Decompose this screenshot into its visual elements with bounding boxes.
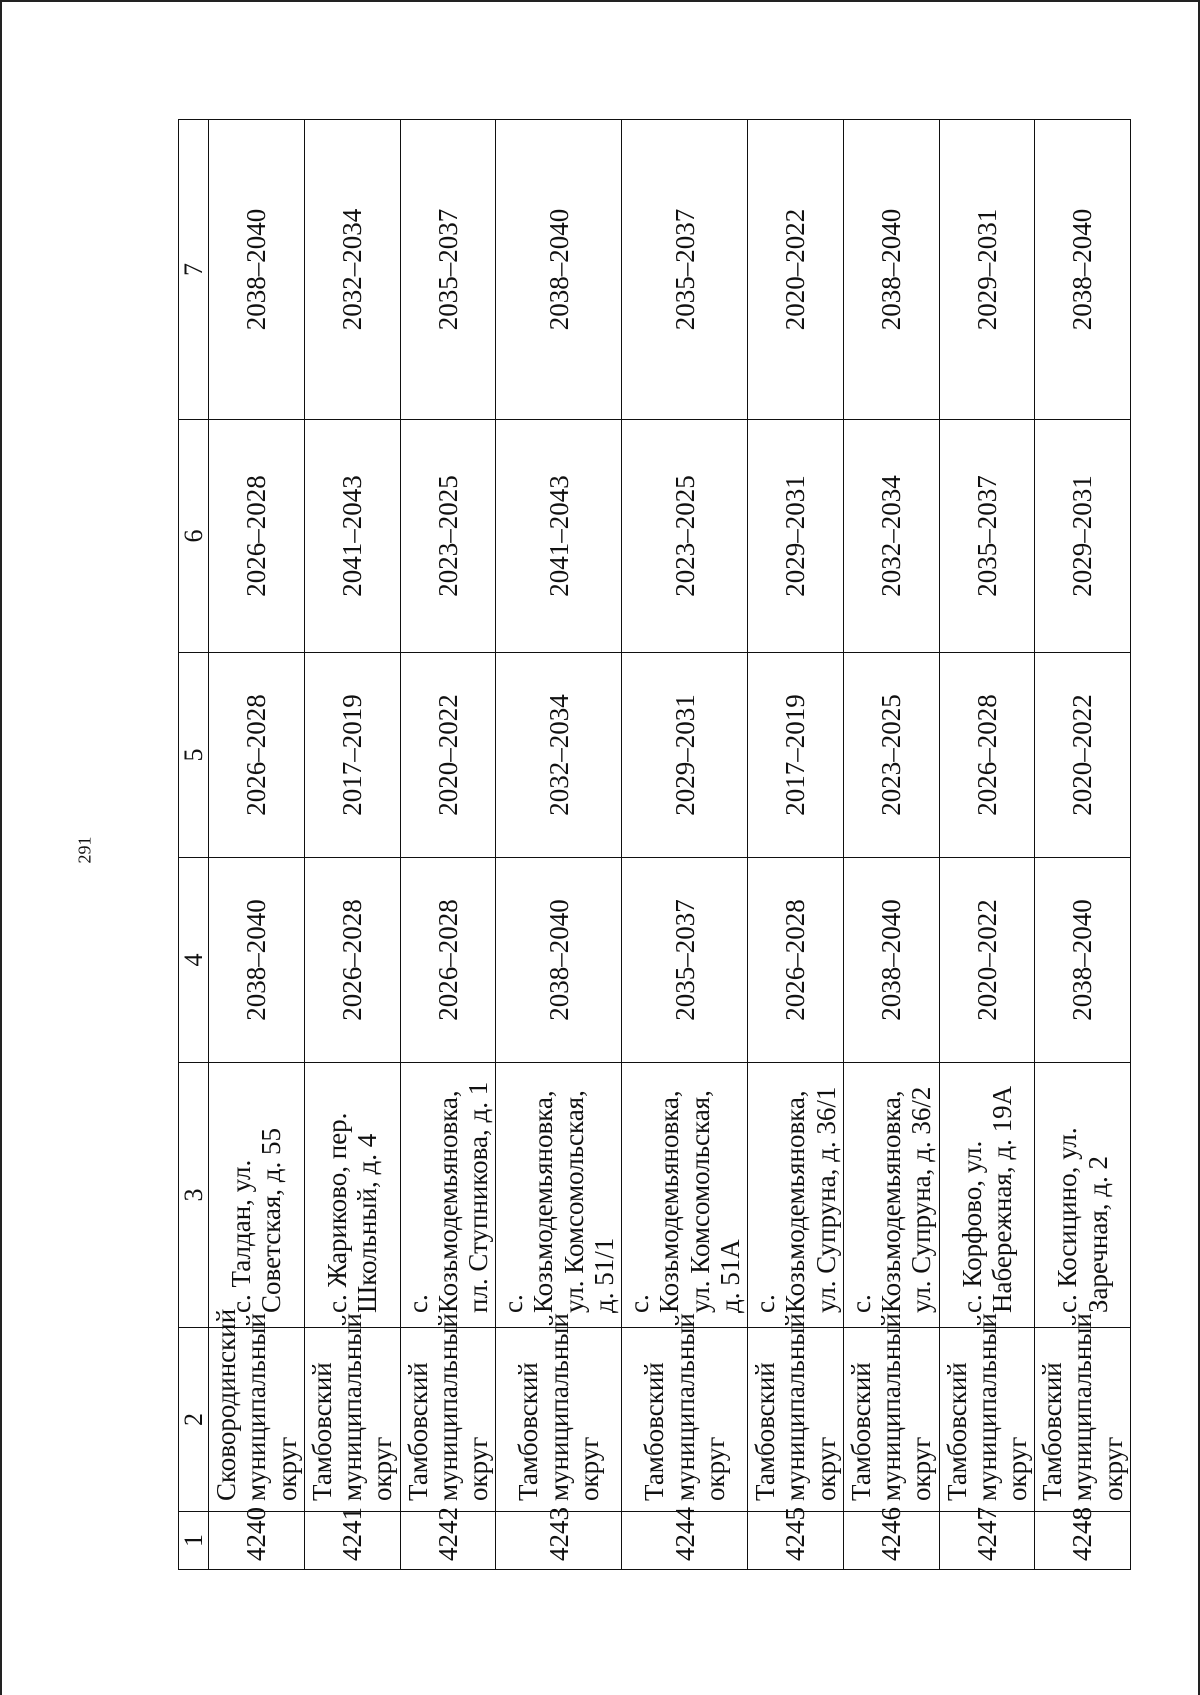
period-cell-4: 2026–2028 xyxy=(748,858,844,1063)
address-cell: с. Козьмодемьяновка, ул. Супруна, д. 36/2 xyxy=(843,1063,939,1328)
period-cell-7: 2038–2040 xyxy=(843,120,939,420)
period-cell-7: 2038–2040 xyxy=(209,120,305,420)
address-cell: с. Козьмодемьяновка, ул. Супруна, д. 36/1 xyxy=(748,1063,844,1328)
column-header: 6 xyxy=(179,420,209,653)
period-cell-7: 2032–2034 xyxy=(304,120,400,420)
table-row xyxy=(748,120,844,1570)
district-cell: Тамбовский муниципальный округ xyxy=(939,1328,1035,1512)
period-cell-6: 2029–2031 xyxy=(1035,420,1131,653)
address-cell: с. Корфово, ул. Набережная, д. 19А xyxy=(939,1063,1035,1328)
address-cell: с. Козьмодемьяновка, ул. Комсомольская, д. 51/1 xyxy=(496,1063,622,1328)
address-cell: с. Талдан, ул. Советская, д. 55 xyxy=(209,1063,305,1328)
table-row xyxy=(622,120,748,1570)
table-row xyxy=(400,120,496,1570)
period-cell-6: 2029–2031 xyxy=(748,420,844,653)
period-cell-4: 2020–2022 xyxy=(939,858,1035,1063)
period-cell-5: 2026–2028 xyxy=(209,653,305,858)
period-cell-4: 2038–2040 xyxy=(209,858,305,1063)
period-cell-6: 2023–2025 xyxy=(400,420,496,653)
district-cell: Тамбовский муниципальный округ xyxy=(496,1328,622,1512)
period-cell-7: 2020–2022 xyxy=(748,120,844,420)
district-cell: Тамбовский муниципальный округ xyxy=(622,1328,748,1512)
column-header: 2 xyxy=(179,1328,209,1512)
period-cell-5: 2023–2025 xyxy=(843,653,939,858)
address-cell: с. Косицино, ул. Заречная, д. 2 xyxy=(1035,1063,1131,1328)
row-number: 4246 xyxy=(843,1512,939,1570)
row-number: 4242 xyxy=(400,1512,496,1570)
register-table xyxy=(178,119,1131,1570)
period-cell-5: 2026–2028 xyxy=(939,653,1035,858)
period-cell-6: 2026–2028 xyxy=(209,420,305,653)
table-row xyxy=(496,120,622,1570)
period-cell-6: 2023–2025 xyxy=(622,420,748,653)
address-cell: с. Козьмодемьяновка, пл. Ступникова, д. 1 xyxy=(400,1063,496,1328)
row-number: 4244 xyxy=(622,1512,748,1570)
column-header: 1 xyxy=(179,1512,209,1570)
column-header: 5 xyxy=(179,653,209,858)
district-cell: Тамбовский муниципальный округ xyxy=(304,1328,400,1512)
column-header: 4 xyxy=(179,858,209,1063)
table-row xyxy=(1035,120,1131,1570)
period-cell-4: 2038–2040 xyxy=(496,858,622,1063)
district-cell: Тамбовский муниципальный округ xyxy=(748,1328,844,1512)
district-cell: Сковородинский муниципальный округ xyxy=(209,1328,305,1512)
column-header: 3 xyxy=(179,1063,209,1328)
table-row xyxy=(209,120,305,1570)
scan-border-left xyxy=(0,0,2,1695)
period-cell-4: 2038–2040 xyxy=(843,858,939,1063)
district-cell: Тамбовский муниципальный округ xyxy=(843,1328,939,1512)
period-cell-7: 2035–2037 xyxy=(622,120,748,420)
period-cell-5: 2029–2031 xyxy=(622,653,748,858)
table-row xyxy=(304,120,400,1570)
table-row xyxy=(843,120,939,1570)
row-number: 4240 xyxy=(209,1512,305,1570)
row-number: 4243 xyxy=(496,1512,622,1570)
period-cell-7: 2038–2040 xyxy=(496,120,622,420)
period-cell-5: 2020–2022 xyxy=(1035,653,1131,858)
period-cell-5: 2017–2019 xyxy=(304,653,400,858)
district-cell: Тамбовский муниципальный округ xyxy=(1035,1328,1131,1512)
row-number: 4245 xyxy=(748,1512,844,1570)
page-number: 291 xyxy=(74,836,95,864)
row-number: 4248 xyxy=(1035,1512,1131,1570)
header-row xyxy=(179,120,209,1570)
address-cell: с. Жариково, пер. Школьный, д. 4 xyxy=(304,1063,400,1328)
period-cell-7: 2029–2031 xyxy=(939,120,1035,420)
scan-border-top xyxy=(0,0,1200,2)
column-header: 7 xyxy=(179,120,209,420)
period-cell-6: 2035–2037 xyxy=(939,420,1035,653)
period-cell-5: 2017–2019 xyxy=(748,653,844,858)
rotated-table-container xyxy=(178,120,1128,1570)
period-cell-5: 2020–2022 xyxy=(400,653,496,858)
period-cell-6: 2032–2034 xyxy=(843,420,939,653)
period-cell-5: 2032–2034 xyxy=(496,653,622,858)
period-cell-4: 2026–2028 xyxy=(400,858,496,1063)
table-row xyxy=(939,120,1035,1570)
period-cell-4: 2026–2028 xyxy=(304,858,400,1063)
address-cell: с. Козьмодемьяновка, ул. Комсомольская, д. 51А xyxy=(622,1063,748,1328)
row-number: 4241 xyxy=(304,1512,400,1570)
period-cell-6: 2041–2043 xyxy=(496,420,622,653)
period-cell-6: 2041–2043 xyxy=(304,420,400,653)
period-cell-4: 2038–2040 xyxy=(1035,858,1131,1063)
period-cell-7: 2035–2037 xyxy=(400,120,496,420)
row-number: 4247 xyxy=(939,1512,1035,1570)
district-cell: Тамбовский муниципальный округ xyxy=(400,1328,496,1512)
period-cell-7: 2038–2040 xyxy=(1035,120,1131,420)
period-cell-4: 2035–2037 xyxy=(622,858,748,1063)
